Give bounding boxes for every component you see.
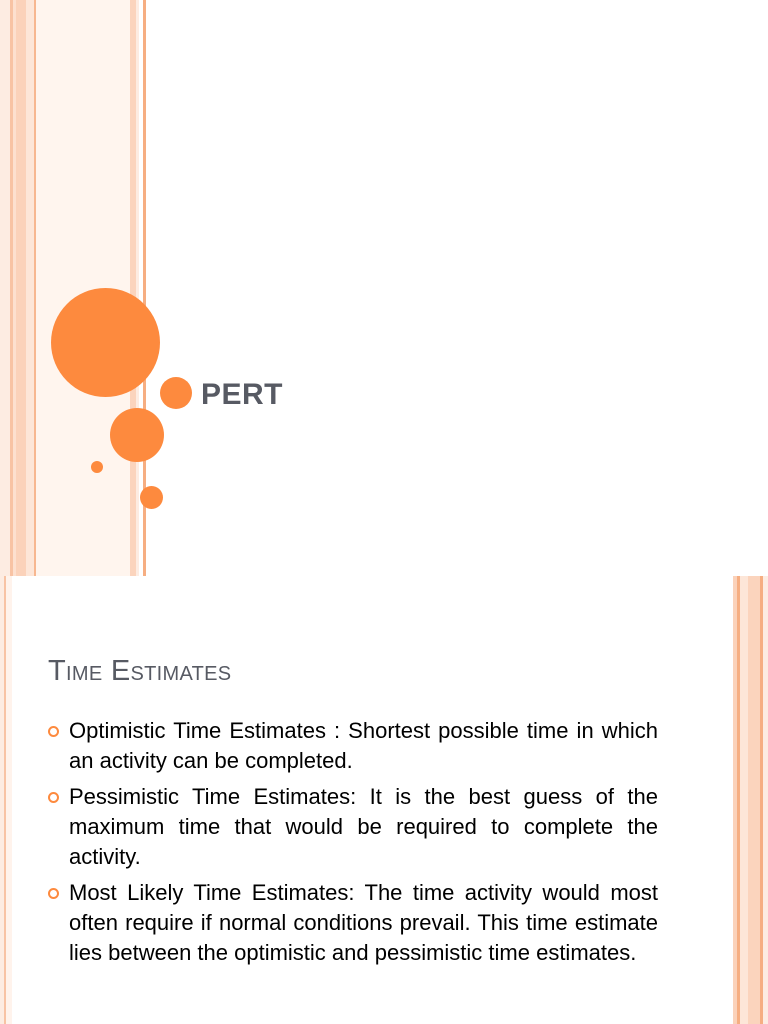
bullet-item [48,782,658,872]
decorative-stripe [26,0,34,576]
bullet-list [48,716,658,974]
hollow-circle-bullet-icon [48,888,59,899]
decorative-circle-small [160,377,192,409]
slide-title: Time Estimates [48,655,232,687]
decorative-stripe [763,576,768,1024]
bullet-text: Optimistic Time Estimates : Shortest possible time in which an activity can be completed. [69,718,658,773]
decorative-stripe [740,576,748,1024]
decorative-dot [140,486,163,509]
slide-title: PERT [201,378,284,411]
slide-2 [0,576,768,1024]
decorative-stripe [6,576,12,1024]
decorative-stripe [16,0,26,576]
decorative-circle-medium [110,408,164,462]
bullet-item [48,878,658,968]
hollow-circle-bullet-icon [48,792,59,803]
decorative-stripe [748,576,760,1024]
decorative-dot [91,461,103,473]
decorative-stripe [0,0,10,576]
decorative-stripe [136,0,139,576]
bullet-item [48,716,658,776]
bullet-text: Pessimistic Time Estimates: It is the best guess of the maximum time that would be required to complete the activity. [69,784,658,869]
decorative-circle-large [51,288,160,397]
bullet-text: Most Likely Time Estimates: The time activity would most often require if normal conditions prevail. This time estimate lies between the optimistic and pessimistic time estimates. [69,880,658,965]
hollow-circle-bullet-icon [48,726,59,737]
